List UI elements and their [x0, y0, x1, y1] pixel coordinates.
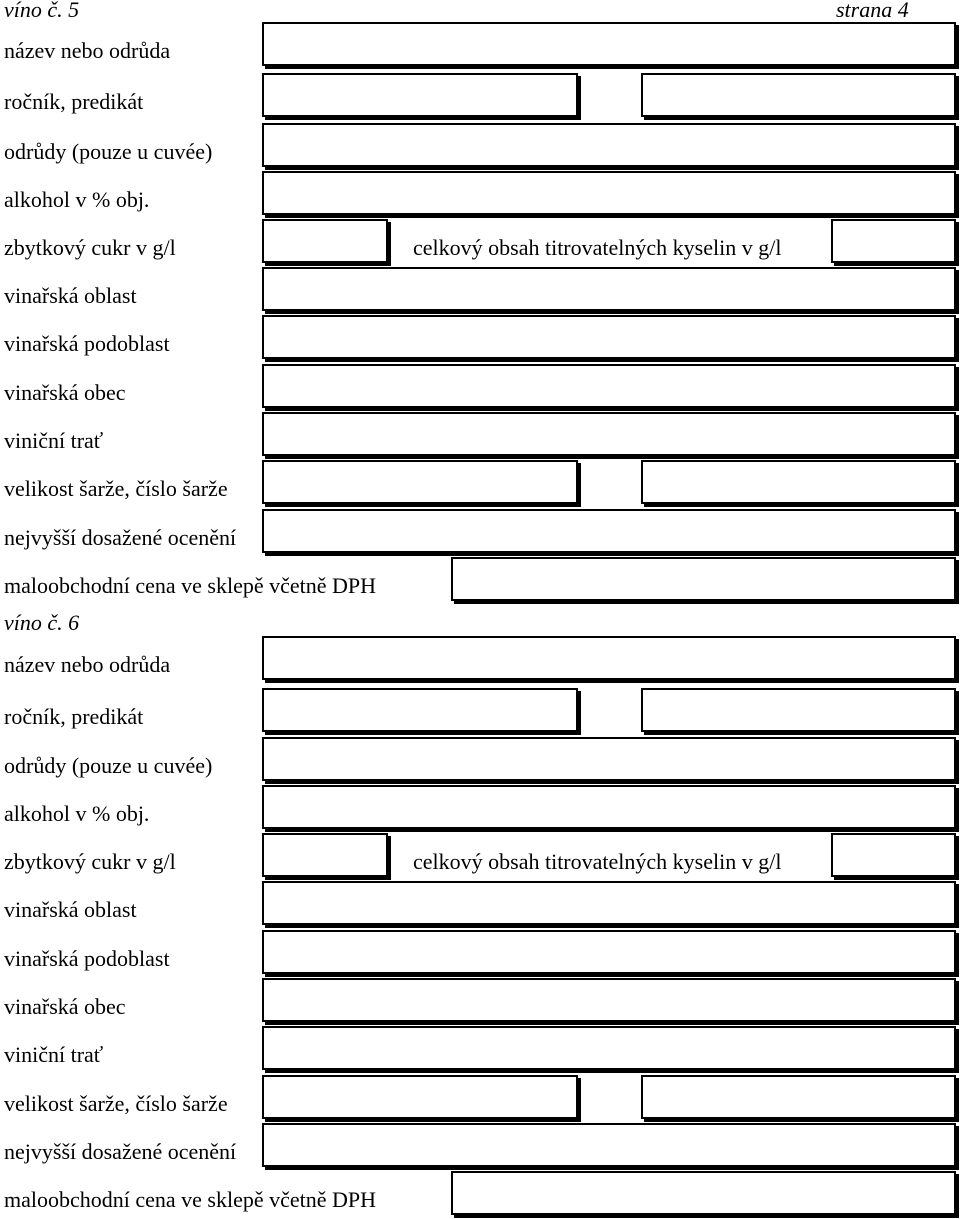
wine-5-predicate-field[interactable]	[641, 73, 956, 117]
wine-6-predicate-field[interactable]	[641, 688, 956, 732]
wine-6-varieties-field[interactable]	[262, 737, 956, 781]
wine-6-sugar-label: zbytkový cukr v g/l	[4, 849, 176, 874]
wine-5-name-field[interactable]	[262, 22, 956, 66]
wine-6-acids-field[interactable]	[831, 833, 956, 877]
wine-5-award-label: nejvyšší dosažené ocenění	[4, 525, 237, 550]
wine-6-region-field[interactable]	[262, 881, 956, 925]
wine-6-price-label: maloobchodní cena ve sklepě včetně DPH	[4, 1187, 377, 1212]
wine-6-region-label: vinařská oblast	[4, 897, 137, 922]
wine-6-municipality-label: vinařská obec	[4, 994, 126, 1019]
wine-6-batch-label: velikost šarže, číslo šarže	[4, 1091, 228, 1116]
wine-5-batch-label: velikost šarže, číslo šarže	[4, 476, 228, 501]
wine-5-varieties-label: odrůdy (pouze u cuvée)	[4, 139, 213, 164]
wine-5-subregion-label: vinařská podoblast	[4, 331, 170, 356]
wine-5-title: víno č. 5	[4, 0, 80, 22]
wine-5-subregion-field[interactable]	[262, 315, 956, 359]
wine-6-batch-number-field[interactable]	[641, 1075, 956, 1119]
wine-6-award-label: nejvyšší dosažené ocenění	[4, 1139, 237, 1164]
wine-5-vineyard-field[interactable]	[262, 412, 956, 456]
wine-5-batch-number-field[interactable]	[641, 460, 956, 504]
wine-5-name-label: název nebo odrůda	[4, 38, 171, 63]
wine-5-sugar-label: zbytkový cukr v g/l	[4, 235, 176, 260]
wine-6-sugar-field[interactable]	[262, 833, 388, 877]
wine-5-varieties-field[interactable]	[262, 123, 956, 167]
wine-5-price-field[interactable]	[451, 557, 956, 601]
wine-6-title: víno č. 6	[4, 610, 80, 635]
wine-5-acids-field[interactable]	[831, 219, 956, 263]
wine-6-alcohol-field[interactable]	[262, 785, 956, 829]
wine-5-region-label: vinařská oblast	[4, 283, 137, 308]
wine-6-name-label: název nebo odrůda	[4, 652, 171, 677]
wine-5-award-field[interactable]	[262, 509, 956, 553]
wine-6-vineyard-field[interactable]	[262, 1026, 956, 1070]
wine-6-acids-label: celkový obsah titrovatelných kyselin v g/l	[413, 849, 782, 874]
wine-6-subregion-label: vinařská podoblast	[4, 946, 170, 971]
wine-5-acids-label: celkový obsah titrovatelných kyselin v g/l	[413, 235, 782, 260]
wine-6-varieties-label: odrůdy (pouze u cuvée)	[4, 753, 213, 778]
wine-6-batch-size-field[interactable]	[262, 1075, 578, 1119]
wine-5-vineyard-label: viniční trať	[4, 428, 104, 453]
wine-5-alcohol-label: alkohol v % obj.	[4, 187, 150, 212]
wine-5-sugar-field[interactable]	[262, 219, 388, 263]
wine-5-municipality-field[interactable]	[262, 364, 956, 408]
wine-6-award-field[interactable]	[262, 1123, 956, 1167]
wine-5-vintage-field[interactable]	[262, 73, 578, 117]
wine-5-price-label: maloobchodní cena ve sklepě včetně DPH	[4, 573, 377, 598]
wine-6-subregion-field[interactable]	[262, 930, 956, 974]
wine-5-vintage-label: ročník, predikát	[4, 89, 144, 114]
wine-6-vineyard-label: viniční trať	[4, 1042, 104, 1067]
wine-5-batch-size-field[interactable]	[262, 460, 578, 504]
page-number: strana 4	[836, 0, 909, 22]
wine-6-vintage-field[interactable]	[262, 688, 578, 732]
wine-5-municipality-label: vinařská obec	[4, 380, 126, 405]
wine-5-region-field[interactable]	[262, 267, 956, 311]
wine-6-name-field[interactable]	[262, 636, 956, 680]
wine-6-municipality-field[interactable]	[262, 978, 956, 1022]
wine-6-alcohol-label: alkohol v % obj.	[4, 801, 150, 826]
wine-5-alcohol-field[interactable]	[262, 171, 956, 215]
wine-6-price-field[interactable]	[451, 1171, 956, 1215]
wine-6-vintage-label: ročník, predikát	[4, 704, 144, 729]
